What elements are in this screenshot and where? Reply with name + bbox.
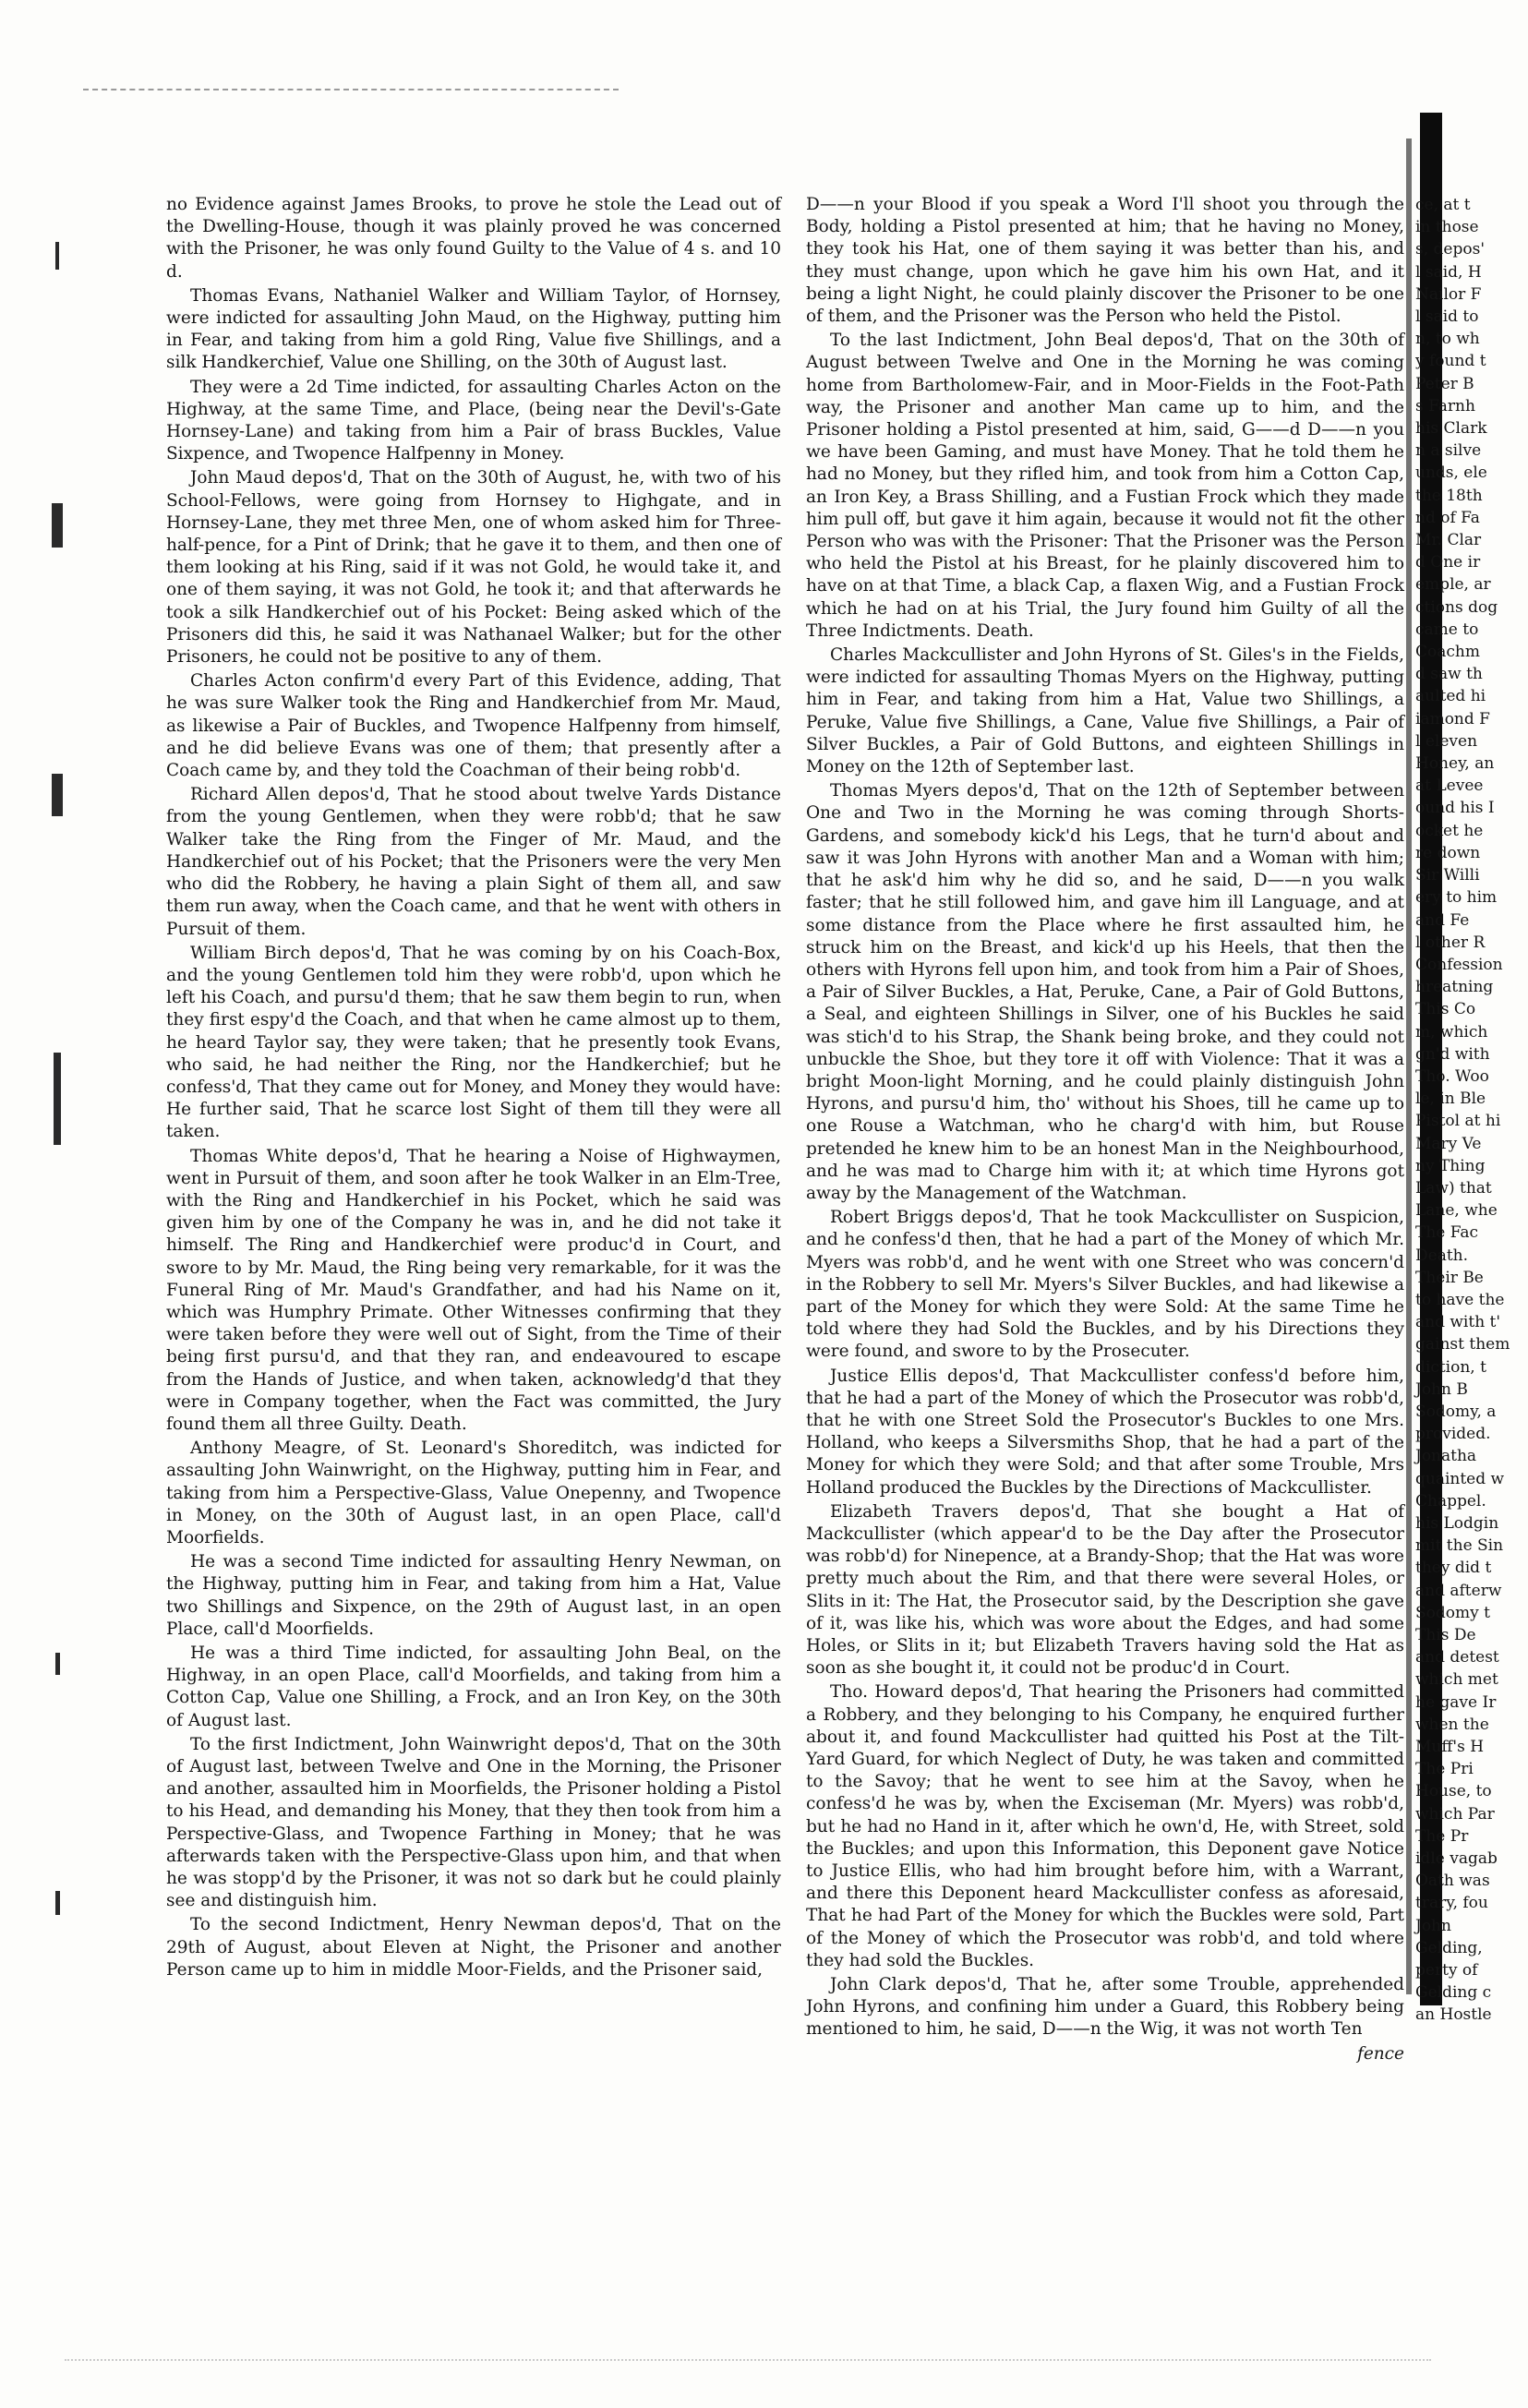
fragment-line: m, which <box>1415 1022 1488 1041</box>
fragment-line: Gelding, <box>1415 1938 1483 1957</box>
fragment-line: s Farnh <box>1415 396 1475 415</box>
fragment-line: ocket he <box>1415 821 1484 840</box>
fragment-line: diction, t <box>1415 1357 1486 1377</box>
margin-mark <box>54 1053 61 1145</box>
top-rule <box>83 89 619 90</box>
paragraph: D——n your Blood if you speak a Word I'll shoot you through the Body, holding a Pistol presented at him; that he having no Money, they took his Hat, one of them saying it was better than his, and they must change, upon which he gave him his own Hat, and it being a light Night, he could plainly discover the Prisoner to be one of them, and the Prisoner was the Person who held the Pistol. <box>806 195 1404 327</box>
fragment-line: s, depos' <box>1415 240 1485 259</box>
paragraph: He was a third Time indicted, for assaulting John Beal, on the Highway, in an open Place, call'd Moorfields, and taking from him a Cotton Cap, Value one Shilling, a Frock, and an Iron Key, on the 30th of August last. <box>166 1643 781 1730</box>
fragment-line: provided. <box>1415 1425 1491 1444</box>
margin-mark <box>52 503 63 548</box>
margin-mark <box>55 1653 60 1675</box>
margin-mark <box>52 774 63 816</box>
left-column <box>166 194 781 1983</box>
margin-mark <box>55 242 59 270</box>
fragment-line: Their Be <box>1415 1268 1484 1287</box>
fragment-line: This De <box>1415 1626 1476 1644</box>
fragment-line: idle vagab <box>1415 1849 1498 1869</box>
fragment-line: Sodomy, a <box>1415 1402 1497 1421</box>
fragment-line: and detest <box>1415 1648 1499 1668</box>
paragraph: Richard Allen depos'd, That he stood about twelve Yards Distance from the young Gentlemen, when they were robb'd; that he saw Walker take the Ring from the Finger of Mr. Maud, and the Handkerchief out of his Pocket; that the Prisoners were the very Men who did the Robbery, he having a plain Sight of them all, and saw them run away, when the Coach came, and that he went with others in Pursuit of them. <box>166 785 781 939</box>
fragment-line: n a silve <box>1415 441 1482 461</box>
binding-shadow <box>1406 138 1412 1994</box>
fragment-line: n, to wh <box>1415 330 1480 349</box>
paragraph: Justice Ellis depos'd, That Mackcullister confess'd before him, that he had a part of the Money of which the Prosecutor was robb'd, that he with one Street Sold the Prosecutor's Buckles to one Mrs. Holland, who keeps a Silversmiths Shop, that he had a part of the Money for which they were Sold; and that after some Trouble, Mrs Holland produced the Buckles by the Directions of Mackcullister. <box>806 1366 1404 1498</box>
paragraph: William Birch depos'd, That he was coming by on his Coach-Box, and the young Gentlemen told him they were robb'd, upon which he left his Coach, and pursu'd them; that he saw them begin to run, when they first espy'd the Coach, and that when he came almost up to them, he heard Taylor say, they were taken; that he presently took Evans, who said, he had neither the Ring, nor the Handkerchief; but he confess'd, That they came out for Money, and Money they would have: He further said, That he scarce lost Sight of them till they were all taken. <box>166 943 781 1142</box>
fragment-line: ound his I <box>1415 799 1495 818</box>
fragment-line: The Pri <box>1415 1760 1474 1779</box>
fragment-line: The Fac <box>1415 1223 1479 1243</box>
fragment-line: d saw th <box>1415 665 1483 684</box>
fragment-line: quainted w <box>1415 1469 1505 1488</box>
fragment-line: Law) that <box>1415 1178 1492 1198</box>
fragment-line: Death. <box>1415 1246 1469 1265</box>
fragment-line: which met <box>1415 1670 1498 1690</box>
paragraph: Thomas White depos'd, That he hearing a Noise of Highwaymen, went in Pursuit of them, and soon after he took Walker in an Elm-Tree, with the Ring and Handkerchief in his Pocket, which he said was given him by one of the Company he was in, and he did not take it himself. The Ring and Handkerchief were produc'd in Court, and swore to by Mr. Maud, the Ring being very remarkable, for it was the Funeral Ring of Mr. Maud's Grandfather, and had his Name on it, which was Humphry Primate. Other Witnesses confirming that they were taken before they were well out of Sight, from the Time of their being first pursu'd, and that they ran, and endeavoured to escape from the Hands of Justice, and when taken, acknowledg'd that they were in Company together, when the Fact was committed, the Jury found them all three Guilty. Death. <box>166 1146 781 1434</box>
fragment-line: Sodomy t <box>1415 1603 1490 1622</box>
fragment-line: Gelding c <box>1415 1983 1492 2003</box>
fragment-line: y found t <box>1415 352 1486 371</box>
fragment-line: re down <box>1415 843 1481 862</box>
fragment-line: ny Thing <box>1415 1156 1486 1175</box>
fragment-line: Mary Ve <box>1415 1134 1482 1153</box>
fragment-line: hreatning <box>1415 978 1494 997</box>
bottom-rule <box>65 2359 1431 2361</box>
fragment-line: l said, H <box>1415 262 1482 282</box>
fragment-line: and afterw <box>1415 1581 1502 1600</box>
fragment-line: Mr. Clar <box>1415 531 1482 550</box>
paragraph: Thomas Myers depos'd, That on the 12th of September between One and Two in the Morning he was coming through Shorts-Gardens, and somebody kick'd his Legs, that he turn'd about and saw it was John Hyrons with another Man and a Woman with him; that he ask'd him why he did so, and he said, D——n you walk faster; that he still followed him, and gave him ill Language, and at some distance from the Place where he first assaulted him, he struck him on the Breast, and kick'd up his Heels, that then the others with Hyrons fell upon him, and took from him a Pair of Shoes, a Pair of Silver Buckles, a Hat, Peruke, Cane, a Pair of Gold Buttons, a Seal, and eighteen Shillings in Silver, one of his Buckles he said was stich'd to his Strap, the Shank being broke, and they could not unbuckle the Shoe, but they tore it off with Violence: That it was a bright Moon-light Morning, and he could plainly distinguish John Hyrons, and pursu'd him, tho' without his Shoes, till he came up to one Rouse a Watchman, who he charg'd with him, but Rouse pretended he knew him to be an honest Man in the Neighbourhood, and he was mad to Charge him with it; at which time Hyrons got away by the Management of the Watchman. <box>806 781 1404 1203</box>
fragment-line: unds, ele <box>1415 464 1487 483</box>
paragraph: no Evidence against James Brooks, to prove he stole the Lead out of the Dwelling-House, though it was plainly proved he was concerned with the Prisoner, he was only found Guilty to the Value of 4 s. and 10 d. <box>166 195 781 282</box>
fragment-line: Lane, whe <box>1415 1201 1498 1221</box>
fragment-line: Chappel. <box>1415 1491 1486 1511</box>
paragraph: John Maud depos'd, That on the 30th of August, he, with two of his School-Fellows, were going from Hornsey to Highgate, and in Hornsey-Lane, they met three Men, one of whom asked him for Three-half-pence, for a Pint of Drink; that he gave it to them, and then one of them looking at his Ring, said if it was not Gold, he would take it, and one of them saying, it was not Gold, he took it; and that afterwards he took a silk Handkerchief out of his Pocket: Being asked which of the Prisoners did this, he said it was Nathanael Walker; but for the other Prisoners, he could not be positive to any of them. <box>166 468 781 668</box>
fragment-line: d One ir <box>1415 553 1481 572</box>
fragment-line: John <box>1415 1916 1451 1935</box>
fragment-line: l eleven <box>1415 731 1478 751</box>
fragment-line: and Fe <box>1415 910 1470 930</box>
fragment-line: his Lodgin <box>1415 1513 1499 1533</box>
fragment-line: Jonatha <box>1415 1447 1477 1466</box>
paragraph: Robert Briggs depos'd, That he took Mackcullister on Suspicion, and he confess'd then, that he had a part of the Money of which Mr. Myers was robb'd, and he went with one Street who was concern'd in the Robbery to sell Mr. Myers's Silver Buckles, and had likewise a part of the Money for which they were Sold: At the same Time he told where they had Sold the Buckles, and by his Directions they were found, and swore to by the Prosecuter. <box>806 1208 1404 1362</box>
margin-mark <box>55 1891 60 1915</box>
fragment-line: his Clark <box>1415 419 1487 439</box>
fragment-line: This Co <box>1415 1000 1476 1019</box>
fragment-line: trary, fou <box>1415 1894 1488 1913</box>
fragment-line: The Pr <box>1415 1826 1469 1846</box>
paragraph: They were a 2d Time indicted, for assaulting Charles Acton on the Highway, at the same Time, and Place, (being near the Devil's-Gate Hornsey-Lane) and taking from him a Pair of brass Buckles, Value Sixpence, and Twopence Halfpenny in Money. <box>166 377 781 464</box>
fragment-line: ery to him <box>1415 888 1498 908</box>
paragraph: To the first Indictment, John Wainwright depos'd, That on the 30th of August last, between Twelve and One in the Morning, the Prisoner and another, assaulted him in Moorfields, the Prisoner holding a Pistol to his Head, and demanding his Money, that they then took from him a Perspective-Glass, and Twopence Farthing in Money; that he was afterwards taken with the Perspective-Glass upon him, and that when he was stopp'd by the Prisoner, it was not so dark but he could plainly see and distinguish him. <box>166 1734 781 1911</box>
fragment-line: Coachm <box>1415 643 1480 662</box>
fragment-line: l other R <box>1415 933 1486 952</box>
fragment-line: came to <box>1415 620 1479 639</box>
fragment-line: Tho. Woo <box>1415 1066 1489 1086</box>
fragment-line: Honey, an <box>1415 754 1495 774</box>
fragment-line: mit the Sin <box>1415 1536 1504 1556</box>
fragment-line: Muff's H <box>1415 1738 1485 1757</box>
fragment-line: to have the <box>1415 1290 1505 1309</box>
paragraph: Anthony Meagre, of St. Leonard's Shoreditch, was indicted for assaulting John Wainwright, on the Highway, putting him in Fear, and taking from him a Perspective-Glass, Value Onepenny, and Twopence in Money, on the 30th of August last, in an open Place, call'd Moorfields. <box>166 1439 781 1547</box>
fragment-line: Peter B <box>1415 374 1474 393</box>
paragraph: John Clark depos'd, That he, after some Trouble, apprehended John Hyrons, and confining him under a Guard, this Robbery being mentioned to him, he said, D——n the Wig, it was not worth Ten <box>806 1975 1404 2040</box>
fragment-line: Oath was <box>1415 1872 1490 1891</box>
fragment-line: emple, ar <box>1415 575 1491 595</box>
paragraph: He was a second Time indicted for assaulting Henry Newman, on the Highway, putting him in Fear, and taking from him a Hat, Value two Shillings and Sixpence, on the 29th of August last, in an open Place, call'd Moorfields. <box>166 1552 781 1639</box>
paragraph: To the second Indictment, Henry Newman depos'd, That on the 29th of August, about Eleven at Night, the Prisoner and another Person came up to him in middle Moor-Fields, and the Prisoner said, <box>166 1915 781 1980</box>
fragment-line: l said to <box>1415 307 1479 327</box>
fragment-line: when the <box>1415 1715 1489 1734</box>
fragment-line: gainst them <box>1415 1335 1510 1354</box>
fragment-line: which Par <box>1415 1804 1495 1824</box>
fragment-line: they did t <box>1415 1559 1492 1578</box>
fragment-line: Confession <box>1415 955 1503 974</box>
fragment-line: he gave Ir <box>1415 1692 1497 1712</box>
paragraph: To the last Indictment, John Beal depos'd, That on the 30th of August between Twelve and One in the Morning he was coming home from Bartholomew-Fair, and in Moor-Fields in the Foot-Path way, the Prisoner and another Man came up to him, and the Prisoner holding a Pistol presented at him, said, G——d D——n you we have been Gaming, and must have Money. That he told them he had no Money, but they rifled him, and took from him a Cotton Cap, an Iron Key, a Brass Shilling, and a Fustian Frock which they made him pull off, but gave it him again, because it would not fit the other Person who was with the Prisoner: That the Prisoner was the Person who held the Pistol at his Breast, for he plainly discovered him to have on at that Time, a black Cap, a flaxen Wig, and a Fustian Frock which he had on at his Trial, the Jury found him Guilty of all the Three Indictments. Death. <box>806 331 1404 641</box>
middle-column <box>806 194 1404 2067</box>
fragment-line: the 18th <box>1415 486 1483 505</box>
fragment-line: Nailor F <box>1415 284 1482 304</box>
paragraph: Charles Acton confirm'd every Part of this Evidence, adding, That he was sure Walker took the Ring and Handkerchief from Mr. Maud, as likewise a Pair of Buckles, and Twopence Halfpenny from himself, and he did believe Evans was one of them; that presently after a Coach came by, and they told the Coachman of their being robb'd. <box>166 671 781 781</box>
fragment-line: at Levee <box>1415 777 1484 796</box>
fragment-line: and with t' <box>1415 1313 1501 1332</box>
paragraph: Tho. Howard depos'd, That hearing the Prisoners had committed a Robbery, and they belonging to his Company, he enquired further about it, and found Mackcullister had quitted his Post at the Tilt-Yard Guard, for which Neglect of Duty, he was taken and committed to the Savoy; that he went to see him at the Savoy, when he confess'd he was by, when the Exciseman (Mr. Myers) was robb'd, but he had no Hand in it, after which he own'd, He, with Street, sold the Buckles; and upon this Information, this Deponent gave Notice to Justice Ellis, who had him brought before him, with a Warrant, and there this Deponent heard Mackcullister confess as aforesaid, That he had Part of the Money for which the Buckles were sold, Part of the Money of which the Prosecutor was robb'd, and told where they had sold the Buckles. <box>806 1682 1404 1970</box>
fragment-line: ce, at t <box>1415 196 1471 214</box>
catchword: fence <box>1356 2043 1404 2064</box>
right-column-fragment <box>1415 194 1510 2027</box>
paragraph: Charles Mackcullister and John Hyrons of St. Giles's in the Fields, were indicted for assaulting Thomas Myers on the Highway, putting him in Fear, and taking from him a Hat, Value two Shillings, a Peruke, Value five Shillings, a Cane, Value five Shillings, a Pair of Silver Buckles, a Pair of Gold Buttons, and eighteen Shillings in Money on the 12th of September last. <box>806 645 1404 777</box>
paragraph: Thomas Evans, Nathaniel Walker and William Taylor, of Hornsey, were indicted for assaulting John Maud, on the Highway, putting him in Fear, and taking from him a gold Ring, Value five Shillings, and a silk Handkerchief, Value one Shilling, on the 30th of August last. <box>166 285 781 373</box>
fragment-line: nd of Fa <box>1415 508 1480 527</box>
fragment-line: Sir Willi <box>1415 866 1480 885</box>
fragment-line: le, in Ble <box>1415 1090 1486 1109</box>
fragment-line: an Hostle <box>1415 2005 1492 2025</box>
fragment-line: perty of <box>1415 1961 1478 1981</box>
fragment-line: House, to <box>1415 1782 1492 1801</box>
fragment-line: ctions dog <box>1415 597 1498 617</box>
fragment-line: gn'd with <box>1415 1044 1490 1064</box>
fragment-line: in those <box>1415 218 1479 237</box>
fragment-line: Pistol at hi <box>1415 1112 1501 1131</box>
fragment-line: aulted hi <box>1415 687 1486 706</box>
paragraph: Elizabeth Travers depos'd, That she bought a Hat of Mackcullister (which appear'd to be the Day after the Prosecutor was robb'd) for Ninepence, at a Brandy-Shop; that the Hat was wore pretty much about the Rim, and that there were several Holes, or Slits in it: The Hat, the Prosecutor said, by the Description she gave of it, was like his, which was wore about the Edges, and had some Holes, or Slits in it; but Elizabeth Travers having sold the Hat as soon as she bought it, it could not be produc'd in Court. <box>806 1501 1404 1679</box>
fragment-line: John B <box>1415 1379 1468 1399</box>
fragment-line: iamond F <box>1415 709 1490 728</box>
